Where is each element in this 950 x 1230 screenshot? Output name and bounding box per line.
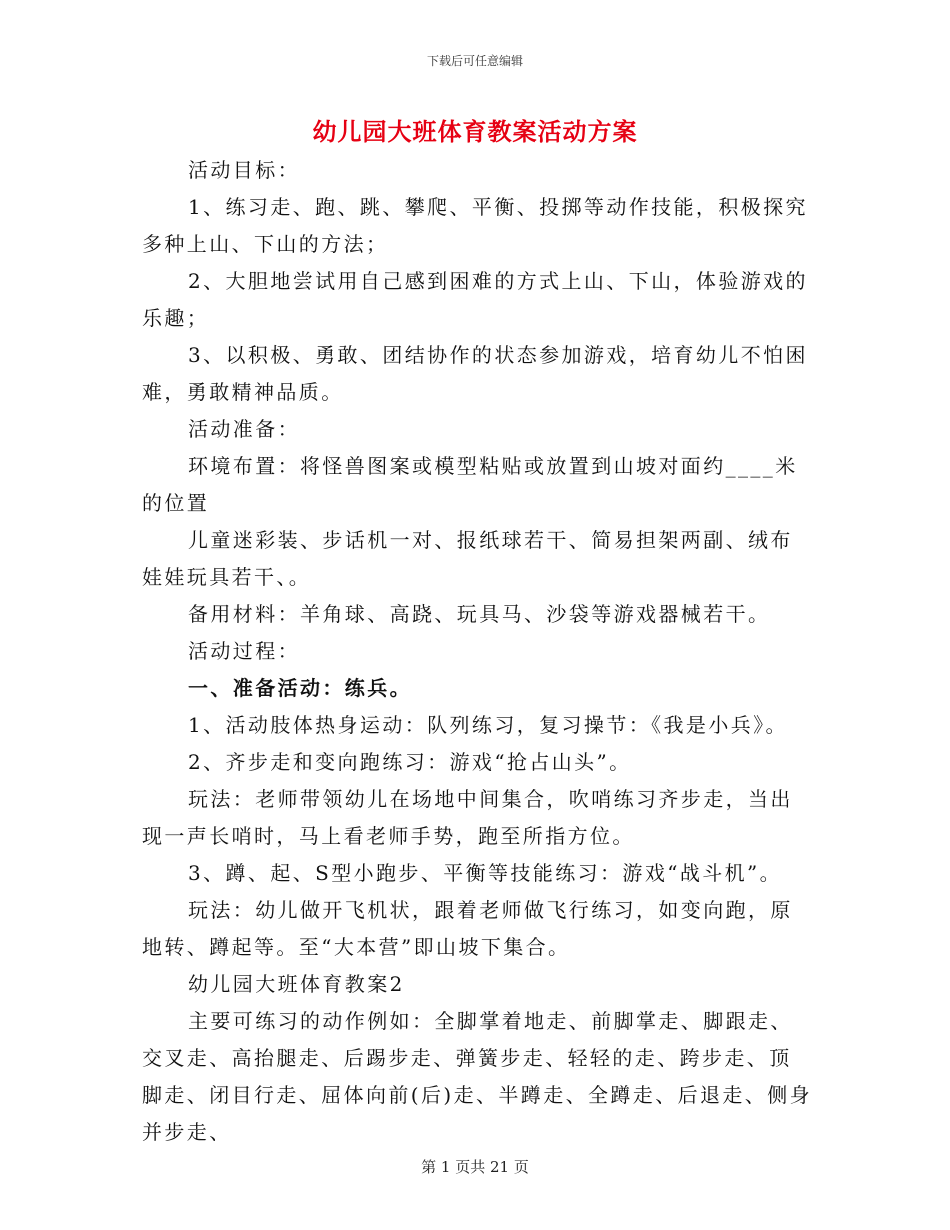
header-note: 下载后可任意编辑 <box>426 54 523 68</box>
paragraph-materials: 儿童迷彩装、步话机一对、报纸球若干、简易担架两副、绒布娃娃玩具若干、。 <box>142 528 793 589</box>
paragraph-goals-heading: 活动目标： <box>188 158 300 182</box>
paragraph-step-1: 1、活动肢体热身运动：队列练习，复习操节：《我是小兵》。 <box>188 713 788 737</box>
paragraph-lesson-2-title: 幼儿园大班体育教案2 <box>188 972 405 996</box>
paragraph-goal-1: 1、练习走、跑、跳、攀爬、平衡、投掷等动作技能，积极探究多种上山、下山的方法； <box>142 195 808 256</box>
paragraph-environment: 环境布置：将怪兽图案或模型粘贴或放置到山坡对面约____米的位置 <box>142 454 798 515</box>
paragraph-process-heading: 活动过程： <box>188 639 300 663</box>
paragraph-step-3: 3、蹲、起、S型小跑步、平衡等技能练习：游戏“战斗机”。 <box>188 861 783 885</box>
document-body <box>142 152 812 1151</box>
paragraph-step-2: 2、齐步走和变向跑练习：游戏“抢占山头”。 <box>188 750 632 774</box>
paragraph-goal-3: 3、以积极、勇敢、团结协作的状态参加游戏，培育幼儿不怕困难，勇敢精神品质。 <box>142 343 808 404</box>
paragraph-rules-1: 玩法：老师带领幼儿在场地中间集合，吹哨练习齐步走，当出现一声长哨时，马上看老师手势，跑至所指方位。 <box>142 787 793 848</box>
page-footer: 第 1 页共 21 页 <box>421 1158 529 1176</box>
paragraph-goal-2: 2、大胆地尝试用自己感到困难的方式上山、下山，体验游戏的乐趣； <box>142 269 808 330</box>
document-title: 幼儿园大班体育教案活动方案 <box>312 117 638 146</box>
paragraph-rules-2: 玩法：幼儿做开飞机状，跟着老师做飞行练习，如变向跑，原地转、蹲起等。至“大本营”即山坡下集合。 <box>142 898 793 959</box>
paragraph-prep-heading: 活动准备： <box>188 417 300 441</box>
paragraph-movements: 主要可练习的动作例如：全脚掌着地走、前脚掌走、脚跟走、交叉走、高抬腿走、后踢步走、弹簧步走、轻轻的走、跨步走、顶脚走、闭目行走、屈体向前(后)走、半蹲走、全蹲走、后退走、侧身并步走、 <box>142 1009 813 1144</box>
section-heading-warmup: 一、准备活动：练兵。 <box>188 676 412 700</box>
paragraph-backup-materials: 备用材料：羊角球、高跷、玩具马、沙袋等游戏器械若干。 <box>188 602 771 626</box>
